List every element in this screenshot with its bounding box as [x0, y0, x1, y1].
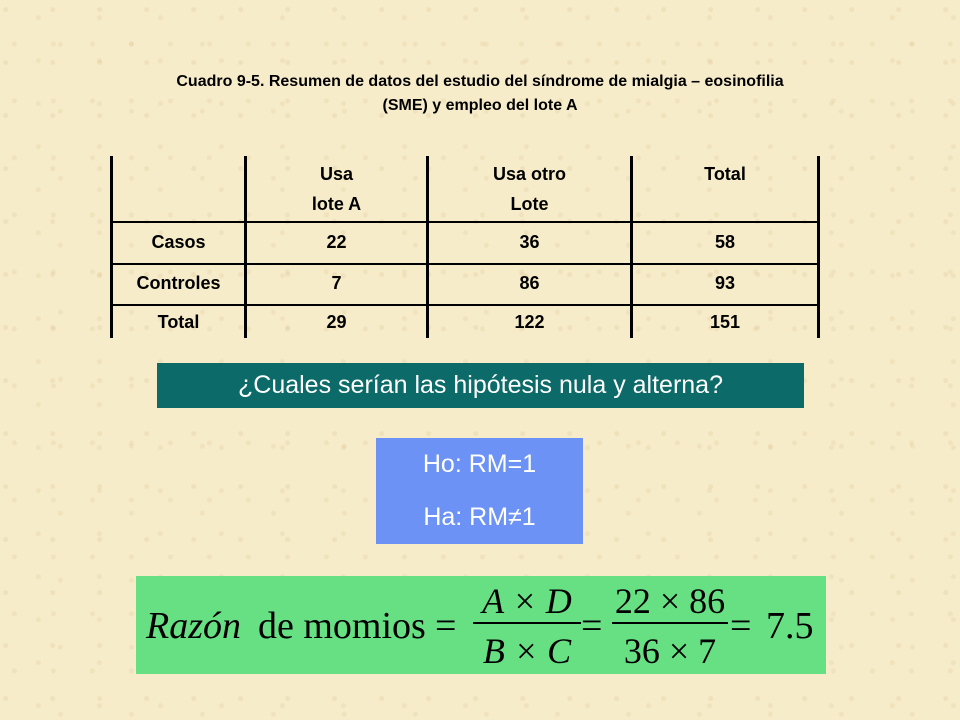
formula-frac2-bar — [612, 622, 728, 624]
row-label-casos: Casos — [151, 232, 206, 252]
cell-total-otro-lote: 122 — [514, 312, 545, 332]
formula-frac1-denominator: B × C — [482, 631, 572, 671]
formula-result: 7.5 — [766, 605, 814, 647]
cell-total-total: 151 — [709, 312, 741, 332]
formula-frac1-bar — [473, 622, 581, 624]
question-banner: ¿Cuales serían las hipótesis nula y alterna? — [157, 363, 804, 408]
row-label-controles: Controles — [136, 273, 221, 293]
odds-ratio-formula — [136, 576, 826, 674]
cell-casos-lote-a: 22 — [326, 232, 347, 252]
table-rule — [110, 263, 820, 265]
header-total: Total — [704, 164, 746, 184]
null-hypothesis: Ho: RM=1 — [422, 450, 537, 478]
header-usa-otro-lote: Usa otro Lote — [492, 164, 566, 214]
table-divider — [817, 156, 820, 338]
cell-casos-total: 58 — [714, 232, 736, 252]
header-usa-lote-a: Usa lote A — [311, 164, 362, 214]
formula-frac2-numerator: 22 × 86 — [614, 581, 726, 621]
formula-equals-2: = — [581, 605, 603, 647]
row-label-total: Total — [157, 312, 200, 332]
cell-casos-otro-lote: 36 — [519, 232, 540, 252]
formula-frac1-numerator: A × D — [482, 581, 572, 621]
formula-svg — [136, 576, 826, 674]
formula-de-momios: de momios — [258, 605, 426, 647]
caption-line-1: Cuadro 9-5. Resumen de datos del estudio del síndrome de mialgia – eosinofilia — [176, 73, 784, 90]
table-rule — [110, 304, 820, 306]
formula-frac2-denominator: 36 × 7 — [623, 631, 717, 671]
table-rule — [110, 221, 820, 223]
cell-controles-otro-lote: 86 — [519, 273, 540, 293]
data-table — [110, 156, 820, 338]
cell-controles-lote-a: 7 — [331, 273, 342, 293]
table-caption — [60, 70, 900, 118]
formula-equals-3: = — [730, 605, 752, 647]
formula-equals-1: = — [435, 605, 457, 647]
alternative-hypothesis: Ha: RM≠1 — [423, 503, 536, 531]
cell-controles-total: 93 — [714, 273, 736, 293]
caption-line-2: (SME) y empleo del lote A — [382, 97, 578, 114]
hypotheses-box — [376, 438, 583, 544]
cell-total-lote-a: 29 — [326, 312, 347, 332]
formula-razon: Razón — [146, 605, 241, 647]
